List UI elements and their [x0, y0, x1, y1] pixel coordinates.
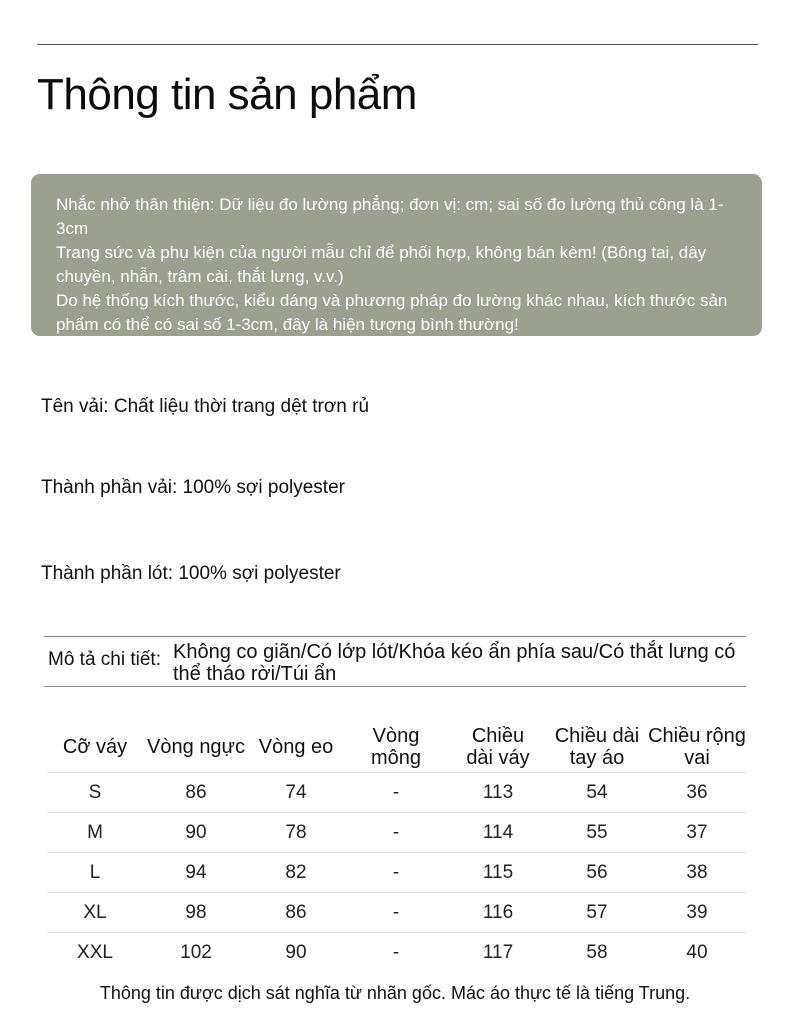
cell-dress-length: 114	[449, 813, 547, 853]
cell-size: S	[47, 773, 143, 813]
cell-bust: 94	[143, 853, 249, 893]
cell-sleeve-length: 57	[547, 893, 647, 933]
table-row	[47, 933, 747, 973]
cell-waist: 86	[249, 893, 343, 933]
top-divider	[37, 44, 758, 45]
cell-hip: -	[343, 773, 449, 813]
size-table-header	[47, 722, 747, 773]
header-size: Cỡ váy	[62, 736, 128, 758]
cell-size: XL	[47, 893, 143, 933]
cell-dress-length: 116	[449, 893, 547, 933]
notice-line-accessories: Trang sức và phụ kiện của người mẫu chỉ để phối hợp, không bán kèm! (Bông tai, dây chuyền, nhẫn, trâm cài, thắt lưng, v.v.)	[56, 243, 707, 286]
cell-bust: 90	[143, 813, 249, 853]
cell-sleeve-length: 55	[547, 813, 647, 853]
cell-shoulder-width: 39	[647, 893, 747, 933]
cell-size: L	[47, 853, 143, 893]
cell-hip: -	[343, 853, 449, 893]
detail-label: Mô tả chi tiết:	[48, 649, 161, 670]
cell-dress-length: 115	[449, 853, 547, 893]
cell-waist: 74	[249, 773, 343, 813]
cell-size: XXL	[47, 933, 143, 973]
table-row	[47, 813, 747, 853]
cell-sleeve-length: 58	[547, 933, 647, 973]
cell-waist: 78	[249, 813, 343, 853]
cell-bust: 86	[143, 773, 249, 813]
cell-waist: 90	[249, 933, 343, 973]
cell-hip: -	[343, 893, 449, 933]
table-row	[47, 853, 747, 893]
table-row	[47, 773, 747, 813]
header-bust: Vòng ngực	[147, 736, 245, 758]
cell-shoulder-width: 38	[647, 853, 747, 893]
header-hip: Vòng mông	[370, 725, 422, 769]
detail-divider-top	[44, 636, 746, 637]
detail-divider-bottom	[44, 686, 746, 687]
size-table	[47, 722, 747, 972]
cell-sleeve-length: 54	[547, 773, 647, 813]
cell-size: M	[47, 813, 143, 853]
notice-box	[31, 174, 762, 336]
header-dress-length: Chiều dài váy	[466, 725, 530, 769]
detail-value: Không co giãn/Có lớp lót/Khóa kéo ẩn phía sau/Có thắt lưng có thể tháo rời/Túi ẩn	[173, 641, 736, 685]
cell-sleeve-length: 56	[547, 853, 647, 893]
header-waist: Vòng eo	[258, 736, 334, 758]
cell-dress-length: 117	[449, 933, 547, 973]
cell-bust: 98	[143, 893, 249, 933]
cell-bust: 102	[143, 933, 249, 973]
page-title: Thông tin sản phẩm	[37, 70, 417, 119]
fabric-name: Tên vải: Chất liệu thời trang dệt trơn rủ	[41, 396, 370, 417]
cell-shoulder-width: 40	[647, 933, 747, 973]
header-shoulder-width: Chiều rộng vai	[648, 725, 746, 769]
cell-waist: 82	[249, 853, 343, 893]
fabric-composition: Thành phần vải: 100% sợi polyester	[41, 477, 345, 498]
cell-hip: -	[343, 933, 449, 973]
cell-shoulder-width: 36	[647, 773, 747, 813]
header-sleeve-length: Chiều dài tay áo	[554, 725, 640, 769]
notice-line-tolerance: Do hệ thống kích thước, kiểu dáng và phương pháp đo lường khác nhau, kích thước sản phẩm có thể có sai số 1-3cm, đây là hiện tượng bình thường!	[56, 291, 728, 334]
cell-shoulder-width: 37	[647, 813, 747, 853]
notice-line-measurement: Nhắc nhở thân thiện: Dữ liệu đo lường phẳng; đơn vị: cm; sai số đo lường thủ công là 1-3cm	[56, 195, 724, 238]
cell-dress-length: 113	[449, 773, 547, 813]
lining-composition: Thành phần lót: 100% sợi polyester	[41, 563, 341, 584]
cell-hip: -	[343, 813, 449, 853]
table-row	[47, 893, 747, 933]
footnote: Thông tin được dịch sát nghĩa từ nhãn gốc. Mác áo thực tế là tiếng Trung.	[99, 983, 691, 1003]
